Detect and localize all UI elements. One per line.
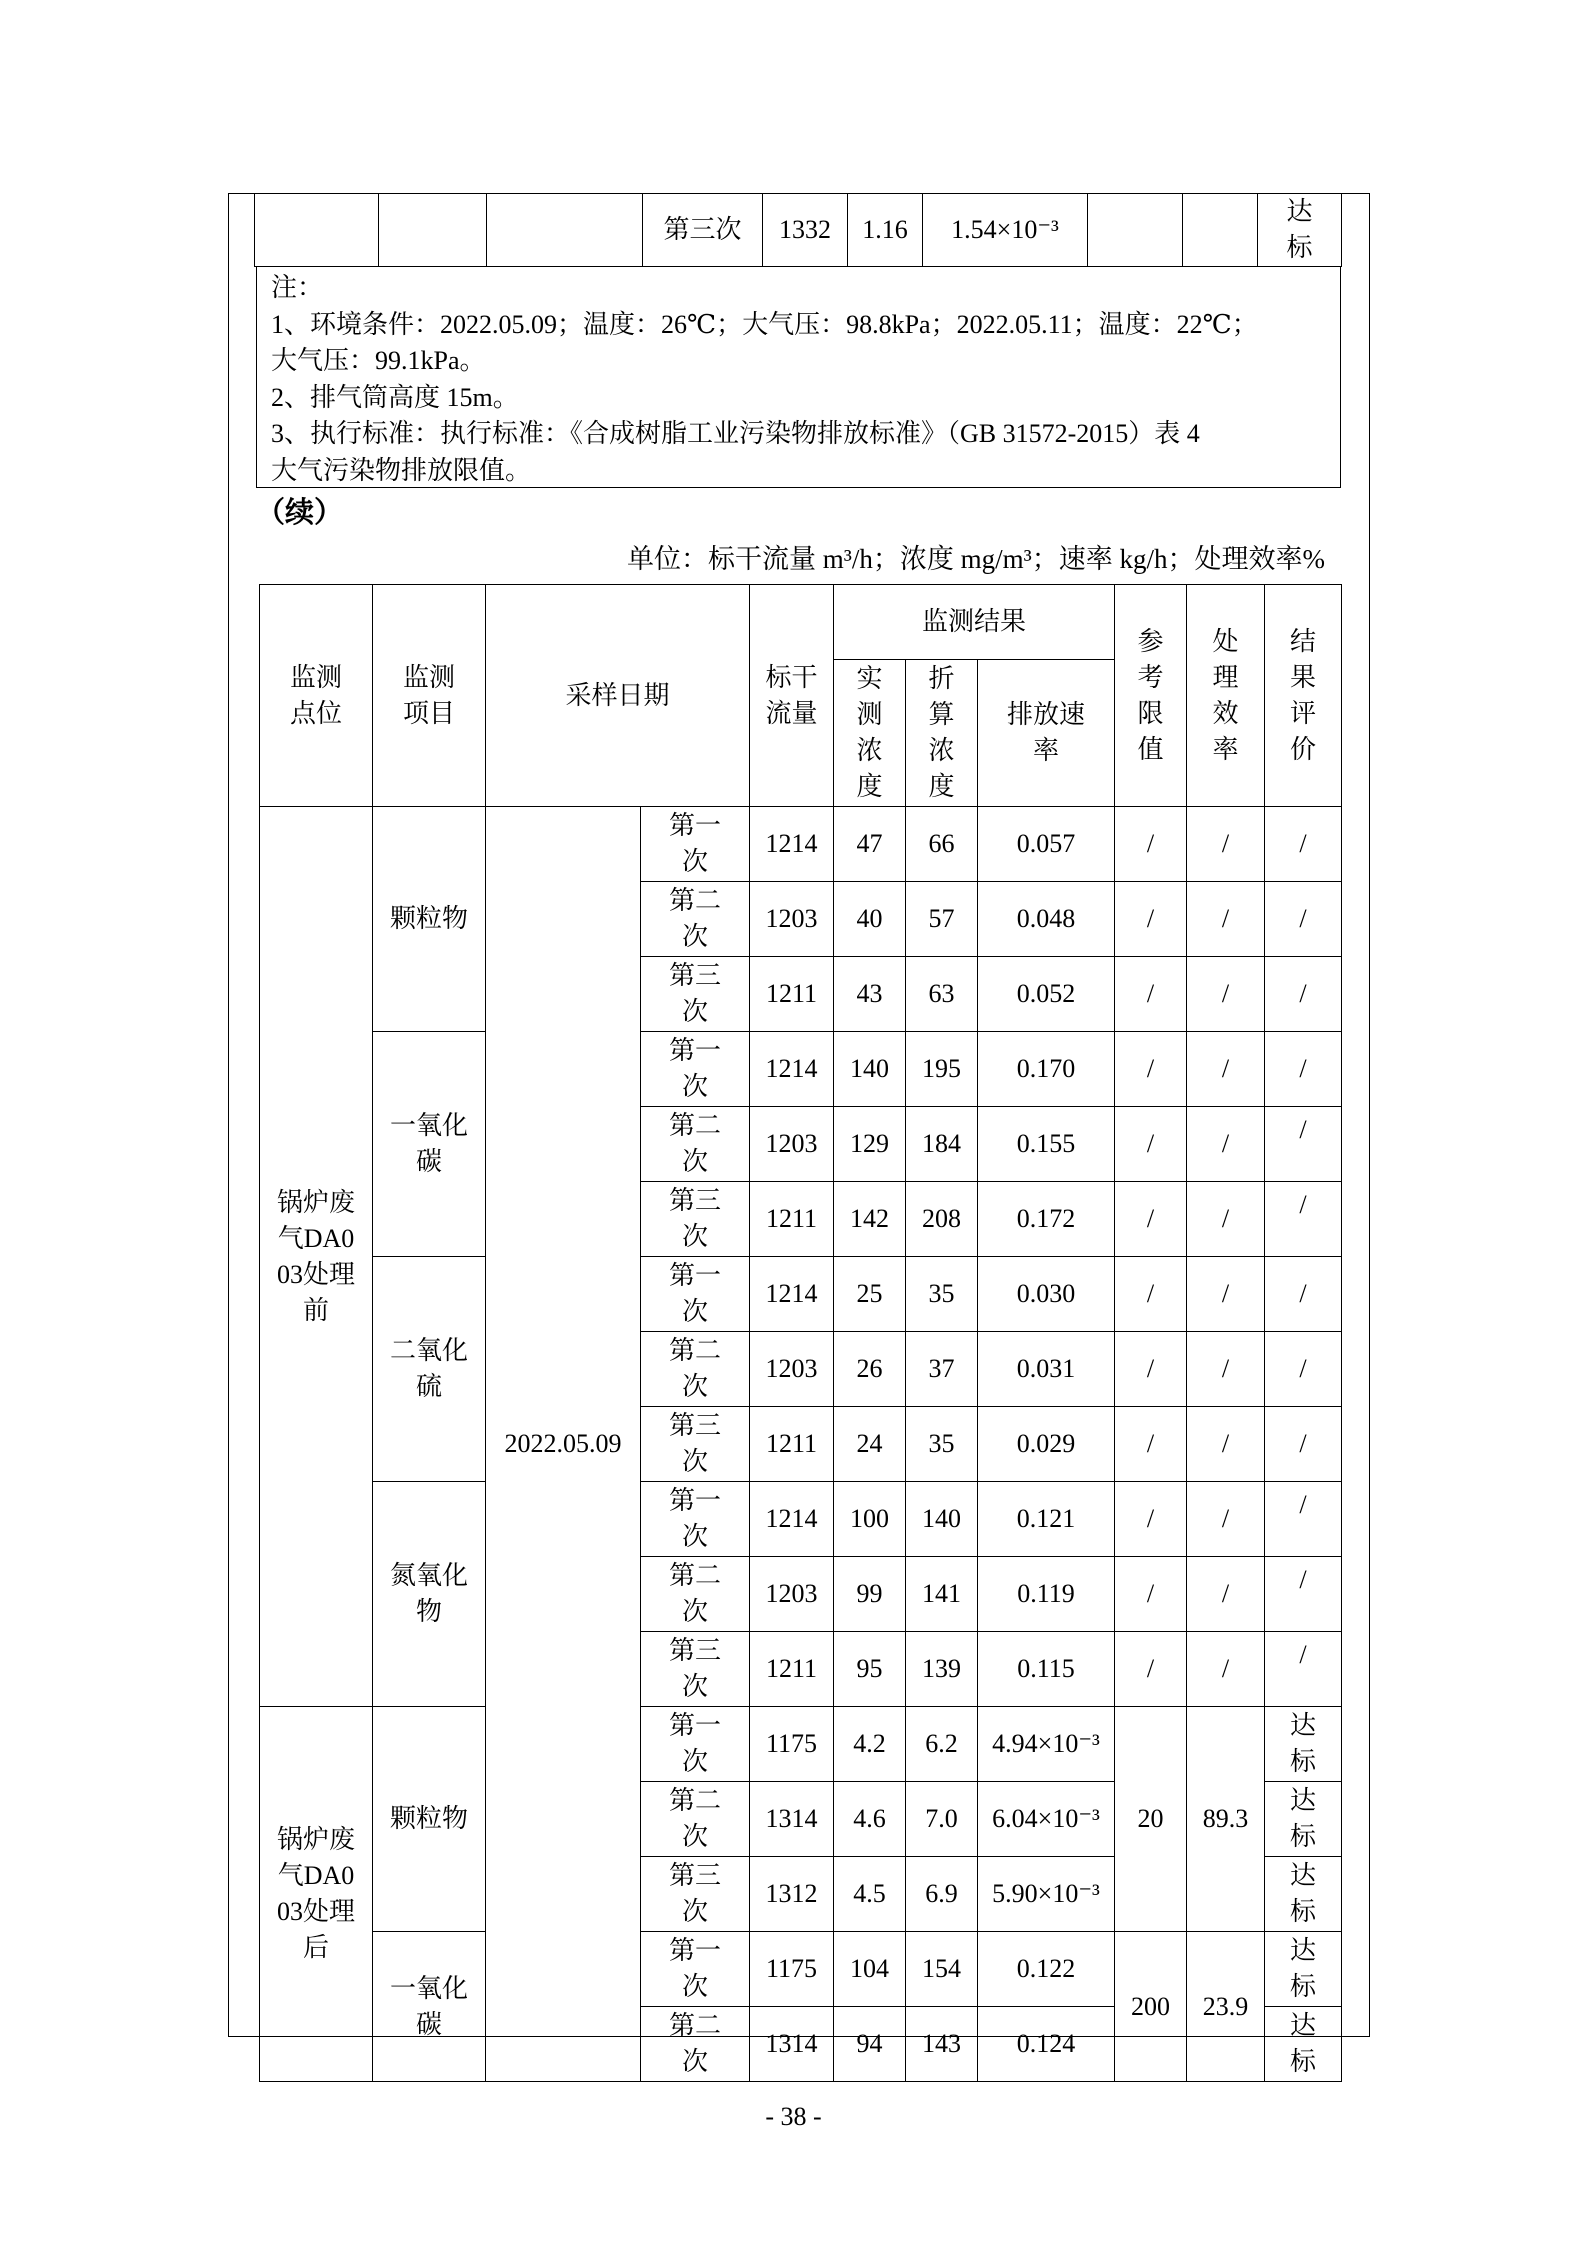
monitoring-table: [259, 584, 1342, 2082]
table-row: [260, 1932, 1342, 2007]
rate-value: 0.030: [978, 1257, 1115, 1332]
item-name: 二氧化硫: [373, 1257, 486, 1482]
flow-value: 1203: [750, 882, 834, 957]
continued-label: （续）: [256, 495, 344, 529]
converted-value: 154: [906, 1932, 978, 2007]
measured-value: 104: [834, 1932, 906, 2007]
item-name: 颗粒物: [373, 807, 486, 1032]
evaluation-value: /: [1265, 807, 1342, 882]
rate-value: 5.90×10⁻³: [978, 1857, 1115, 1932]
flow-value: 1211: [750, 957, 834, 1032]
header-item: 监测项目: [373, 585, 486, 807]
measured-value: 4.6: [834, 1782, 906, 1857]
table-row: [260, 1032, 1342, 1107]
limit-value: /: [1115, 1557, 1187, 1632]
evaluation-value: 达标: [1258, 194, 1342, 267]
evaluation-value: 达标: [1265, 1782, 1342, 1857]
flow-value: 1203: [750, 1107, 834, 1182]
flow-value: 1214: [750, 1257, 834, 1332]
evaluation-value: /: [1265, 957, 1342, 1032]
header-flow: 标干流量: [750, 585, 834, 807]
flow-value: 1203: [750, 1557, 834, 1632]
measured-value: 100: [834, 1482, 906, 1557]
efficiency-value: /: [1187, 1257, 1265, 1332]
measured-value: 4.2: [834, 1707, 906, 1782]
converted-value: 139: [906, 1632, 978, 1707]
notes-line: 1、环境条件：2022.05.09；温度：26℃；大气压：98.8kPa；2022.05.11；温度：22℃；: [271, 309, 1258, 339]
sample-number: 第一次: [641, 1707, 750, 1782]
converted-value: 66: [906, 807, 978, 882]
converted-value: 35: [906, 1257, 978, 1332]
flow-value: 1314: [750, 2007, 834, 2082]
notes-line: 大气污染物排放限值。: [271, 455, 532, 485]
evaluation-value: /: [1265, 882, 1342, 957]
evaluation-value: /: [1265, 1257, 1342, 1332]
limit-value: 200: [1115, 1932, 1187, 2082]
converted-value: 57: [906, 882, 978, 957]
sample-date: 2022.05.09: [486, 807, 641, 2082]
measured-value: 40: [834, 882, 906, 957]
sample-number: 第二次: [641, 1332, 750, 1407]
limit-value: 20: [1115, 1707, 1187, 1932]
header-date: 采样日期: [486, 585, 750, 807]
header-rate: 排放速率: [978, 660, 1115, 807]
limit-value: /: [1115, 957, 1187, 1032]
flow-value: 1214: [750, 1482, 834, 1557]
rate-value: 0.119: [978, 1557, 1115, 1632]
evaluation-value: /: [1265, 1632, 1342, 1707]
sample-number: 第一次: [641, 1032, 750, 1107]
measured-value: 26: [834, 1332, 906, 1407]
converted-value: 35: [906, 1407, 978, 1482]
units-line: 单位：标干流量 m³/h；浓度 mg/m³；速率 kg/h；处理效率%: [627, 544, 1325, 574]
header-results: 监测结果: [834, 585, 1115, 660]
flow-value: 1312: [750, 1857, 834, 1932]
header-measured: 实测浓度: [834, 660, 906, 807]
measured-value: 47: [834, 807, 906, 882]
converted-value: 141: [906, 1557, 978, 1632]
sample-number: 第一次: [641, 807, 750, 882]
sample-number: 第三次: [641, 1857, 750, 1932]
converted-value: 208: [906, 1182, 978, 1257]
sample-number: 第二次: [641, 2007, 750, 2082]
efficiency-value: /: [1187, 1182, 1265, 1257]
efficiency-value: /: [1187, 1032, 1265, 1107]
table-row: [260, 1257, 1342, 1332]
rate-value: 0.155: [978, 1107, 1115, 1182]
rate-value: 0.052: [978, 957, 1115, 1032]
limit-value: /: [1115, 1482, 1187, 1557]
flow-value: 1214: [750, 1032, 834, 1107]
header-limit: 参考限值: [1115, 585, 1187, 807]
item-name: 氮氧化物: [373, 1482, 486, 1707]
sample-number: 第三次: [641, 957, 750, 1032]
evaluation-value: /: [1265, 1332, 1342, 1407]
item-name: 一氧化碳: [373, 1932, 486, 2082]
limit-value: /: [1115, 1632, 1187, 1707]
table-row: [255, 194, 1342, 267]
evaluation-value: /: [1265, 1107, 1342, 1182]
converted-value: 63: [906, 957, 978, 1032]
converted-value: 6.2: [906, 1707, 978, 1782]
sample-number: 第三次: [641, 1407, 750, 1482]
converted-value: 184: [906, 1107, 978, 1182]
header-row: [260, 585, 1342, 660]
evaluation-value: 达标: [1265, 1857, 1342, 1932]
efficiency-value: /: [1187, 1407, 1265, 1482]
efficiency-value: /: [1187, 1107, 1265, 1182]
rate-value: 1.54×10⁻³: [923, 194, 1088, 267]
notes-line: 大气压：99.1kPa。: [271, 346, 486, 375]
sample-number: 第三次: [641, 1182, 750, 1257]
sample-number: 第一次: [641, 1932, 750, 2007]
header-converted: 折算浓度: [906, 660, 978, 807]
limit-value: /: [1115, 1257, 1187, 1332]
rate-value: 0.057: [978, 807, 1115, 882]
sample-number: 第一次: [641, 1482, 750, 1557]
converted-value: 195: [906, 1032, 978, 1107]
efficiency-value: /: [1187, 882, 1265, 957]
efficiency-value: /: [1187, 957, 1265, 1032]
flow-value: 1211: [750, 1182, 834, 1257]
flow-value: 1314: [750, 1782, 834, 1857]
evaluation-value: /: [1265, 1557, 1342, 1632]
notes-block: [256, 266, 1341, 488]
efficiency-value: 23.9: [1187, 1932, 1265, 2082]
measured-value: 99: [834, 1557, 906, 1632]
measured-value: 24: [834, 1407, 906, 1482]
limit-value: /: [1115, 1182, 1187, 1257]
evaluation-value: /: [1265, 1032, 1342, 1107]
measured-value: 142: [834, 1182, 906, 1257]
evaluation-value: /: [1265, 1182, 1342, 1257]
measured-value: 43: [834, 957, 906, 1032]
flow-value: 1332: [763, 194, 848, 267]
rate-value: 0.121: [978, 1482, 1115, 1557]
efficiency-value: /: [1187, 1557, 1265, 1632]
table-row: [260, 807, 1342, 882]
efficiency-value: /: [1187, 1632, 1265, 1707]
measured-value: 129: [834, 1107, 906, 1182]
flow-value: 1203: [750, 1332, 834, 1407]
measured-value: 4.5: [834, 1857, 906, 1932]
converted-value: 7.0: [906, 1782, 978, 1857]
evaluation-value: 达标: [1265, 1932, 1342, 2007]
item-name: 一氧化碳: [373, 1032, 486, 1257]
evaluation-value: 达标: [1265, 1707, 1342, 1782]
rate-value: 4.94×10⁻³: [978, 1707, 1115, 1782]
rate-value: 0.172: [978, 1182, 1115, 1257]
limit-value: /: [1115, 1407, 1187, 1482]
measured-value: 95: [834, 1632, 906, 1707]
rate-value: 0.031: [978, 1332, 1115, 1407]
rate-value: 0.029: [978, 1407, 1115, 1482]
converted-value: 140: [906, 1482, 978, 1557]
concentration-value: 1.16: [848, 194, 923, 267]
point-after: 锅炉废气DA003处理后: [260, 1707, 373, 2082]
header-efficiency: 处理效率: [1187, 585, 1265, 807]
sample-number: 第二次: [641, 1107, 750, 1182]
evaluation-value: /: [1265, 1482, 1342, 1557]
notes-line: 2、排气筒高度 15m。: [271, 382, 519, 412]
converted-value: 37: [906, 1332, 978, 1407]
limit-value: /: [1115, 1032, 1187, 1107]
rate-value: 0.170: [978, 1032, 1115, 1107]
evaluation-value: 达标: [1265, 2007, 1342, 2082]
rate-value: 0.124: [978, 2007, 1115, 2082]
rate-value: 0.122: [978, 1932, 1115, 2007]
efficiency-value: /: [1187, 1482, 1265, 1557]
efficiency-value: /: [1187, 1332, 1265, 1407]
flow-value: 1175: [750, 1707, 834, 1782]
table-row: [260, 1707, 1342, 1782]
sample-number: 第二次: [641, 882, 750, 957]
rate-value: 6.04×10⁻³: [978, 1782, 1115, 1857]
limit-value: /: [1115, 1107, 1187, 1182]
header-point: 监测点位: [260, 585, 373, 807]
limit-value: /: [1115, 807, 1187, 882]
flow-value: 1175: [750, 1932, 834, 2007]
table-row: [260, 1482, 1342, 1557]
notes-title: 注：: [271, 273, 324, 302]
limit-value: /: [1115, 1332, 1187, 1407]
sample-number: 第一次: [641, 1257, 750, 1332]
rate-value: 0.115: [978, 1632, 1115, 1707]
sample-number: 第三次: [643, 194, 763, 267]
efficiency-value: 89.3: [1187, 1707, 1265, 1932]
top-continuation-table: [254, 193, 1342, 267]
converted-value: 143: [906, 2007, 978, 2082]
notes-line: 3、执行标准：执行标准：《合成树脂工业污染物排放标准》（GB 31572-2015）表 4: [271, 419, 1200, 448]
flow-value: 1214: [750, 807, 834, 882]
sample-number: 第二次: [641, 1782, 750, 1857]
efficiency-value: /: [1187, 807, 1265, 882]
sample-number: 第二次: [641, 1557, 750, 1632]
limit-value: /: [1115, 882, 1187, 957]
header-evaluation: 结果评价: [1265, 585, 1342, 807]
rate-value: 0.048: [978, 882, 1115, 957]
item-name: 颗粒物: [373, 1707, 486, 1932]
point-before: 锅炉废气DA003处理前: [260, 807, 373, 1707]
measured-value: 94: [834, 2007, 906, 2082]
flow-value: 1211: [750, 1407, 834, 1482]
measured-value: 140: [834, 1032, 906, 1107]
evaluation-value: /: [1265, 1407, 1342, 1482]
sample-number: 第三次: [641, 1632, 750, 1707]
flow-value: 1211: [750, 1632, 834, 1707]
measured-value: 25: [834, 1257, 906, 1332]
page-number: - 38 -: [765, 2102, 822, 2131]
converted-value: 6.9: [906, 1857, 978, 1932]
